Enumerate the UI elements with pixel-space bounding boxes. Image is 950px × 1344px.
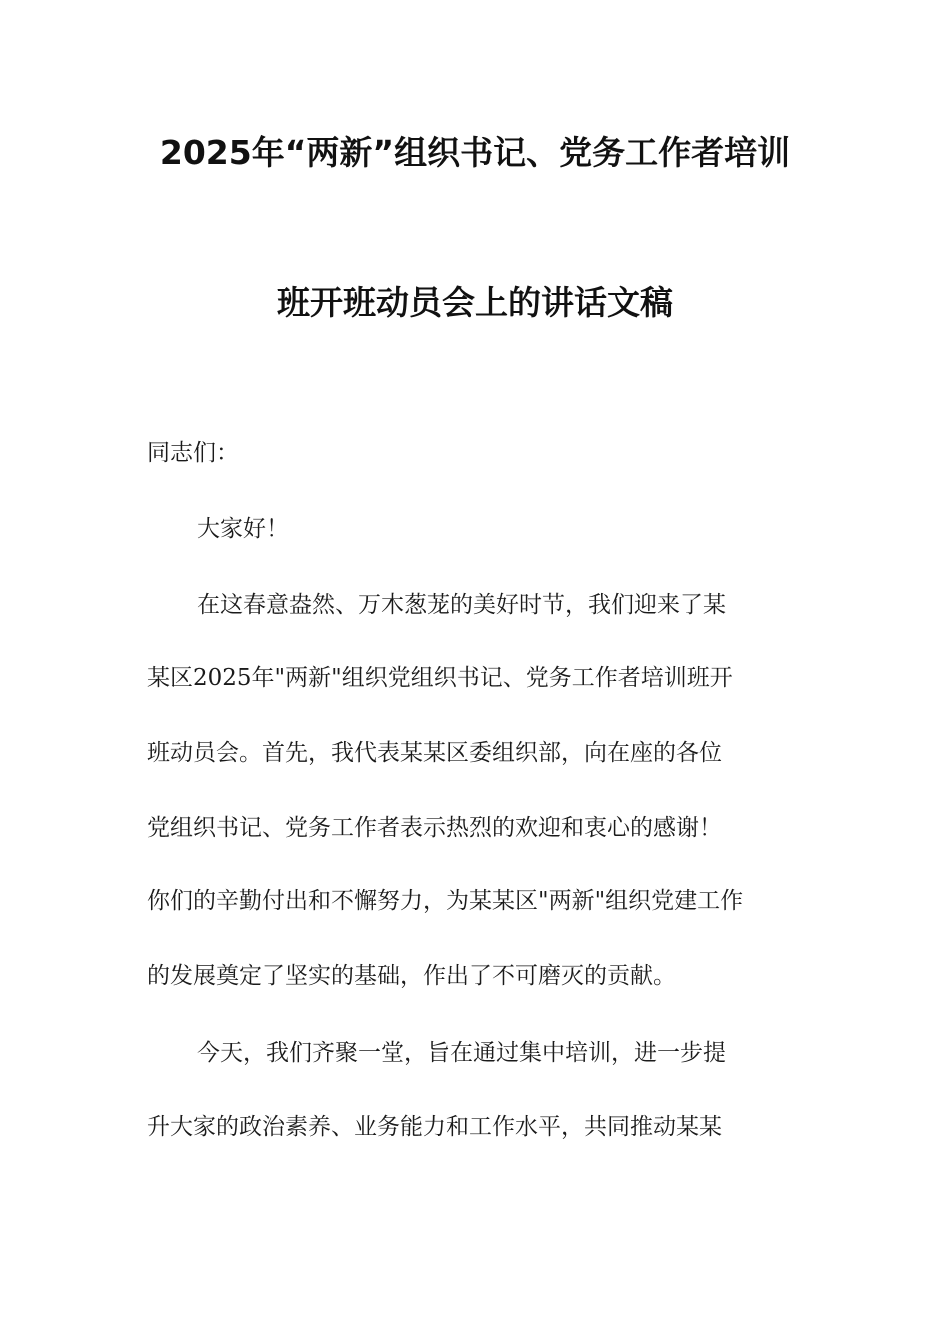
paragraph-line: 班动员会。首先，我代表某某区委组织部，向在座的各位 (147, 740, 722, 766)
paragraph-line: 党组织书记、党务工作者表示热烈的欢迎和衷心的感谢！ (147, 815, 722, 841)
paragraph-line: 今天，我们齐聚一堂，旨在通过集中培训，进一步提 (197, 1040, 726, 1066)
paragraph-line: 的发展奠定了坚实的基础，作出了不可磨灭的贡献。 (147, 963, 676, 989)
salutation: 同志们： (147, 440, 239, 466)
document-title-line-1: 2025年“两新”组织书记、党务工作者培训 (159, 133, 791, 172)
paragraph-line: 你们的辛勤付出和不懈努力，为某某区"两新"组织党建工作 (147, 888, 744, 914)
paragraph-line: 在这春意盎然、万木葱茏的美好时节，我们迎来了某 (197, 592, 726, 618)
paragraph-line: 某区2025年"两新"组织党组织书记、党务工作者培训班开 (147, 665, 733, 691)
document-title-line-2: 班开班动员会上的讲话文稿 (277, 283, 673, 322)
greeting: 大家好！ (197, 516, 289, 542)
paragraph-line: 升大家的政治素养、业务能力和工作水平，共同推动某某 (147, 1114, 722, 1140)
